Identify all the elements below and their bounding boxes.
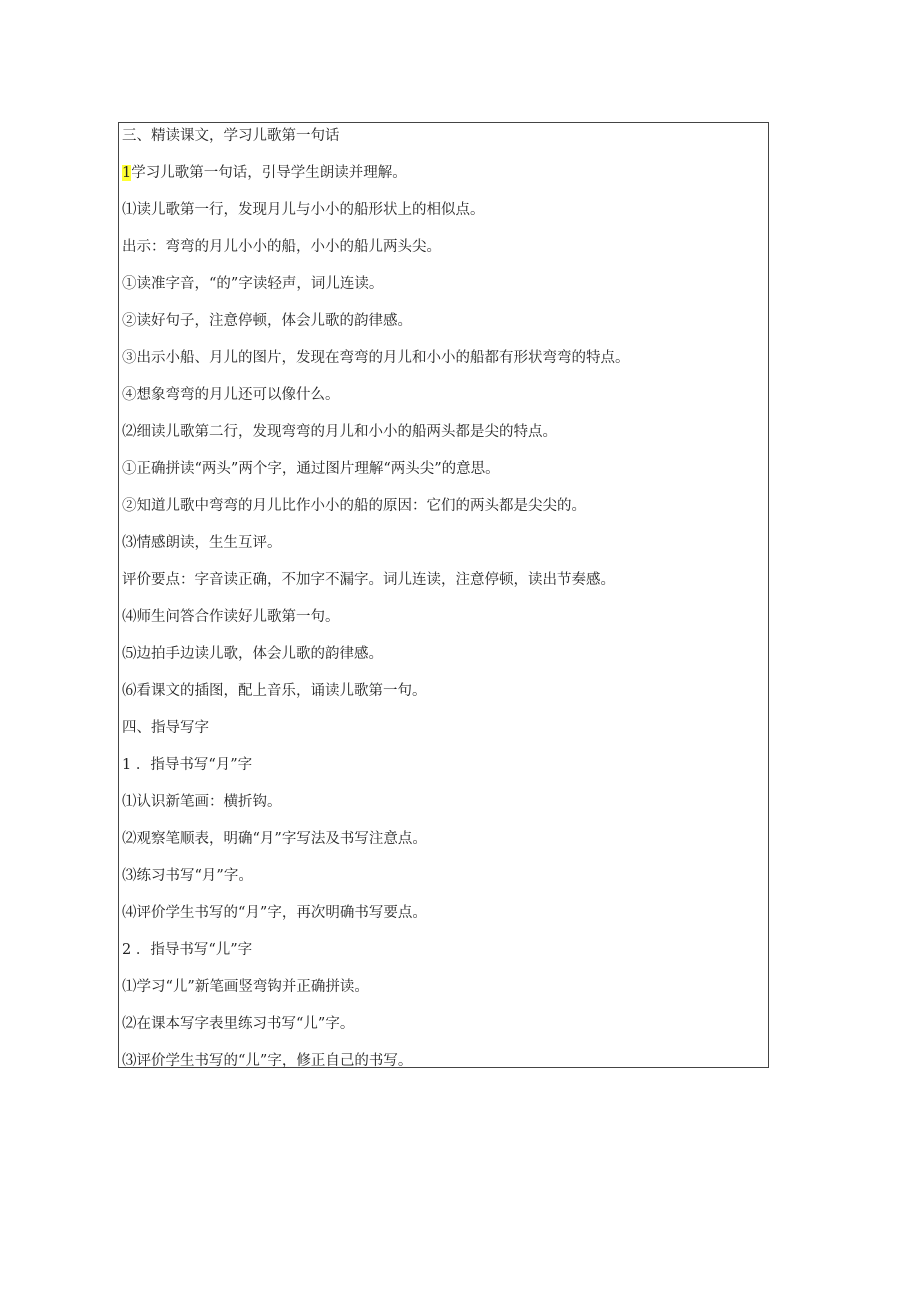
- line-18: 1 ．指导书写“月”字: [122, 757, 253, 773]
- line-5: ①读准字音，“的”字读轻声，词儿连读。: [122, 276, 384, 292]
- line-19: ⑴认识新笔画：横折钩。: [122, 794, 282, 810]
- lesson-plan-box: [118, 122, 769, 1068]
- line-4: 出示：弯弯的月儿小小的船，小小的船儿两头尖。: [122, 239, 441, 255]
- line-21: ⑶练习书写“月”字。: [122, 868, 253, 884]
- line-11: ②知道儿歌中弯弯的月儿比作小小的船的原因：它们的两头都是尖尖的。: [122, 498, 586, 514]
- line-2: 1学习儿歌第一句话，引导学生朗读并理解。: [122, 165, 407, 181]
- line-10: ①正确拼读“两头”两个字，通过图片理解“两头尖”的意思。: [122, 461, 500, 477]
- line-1: 三、精读课文，学习儿歌第一句话: [122, 128, 340, 144]
- line-25: ⑵在课本写字表里练习书写“儿”字。: [122, 1016, 355, 1032]
- line-6: ②读好句子，注意停顿，体会儿歌的韵律感。: [122, 313, 412, 329]
- line-8: ④想象弯弯的月儿还可以像什么。: [122, 387, 340, 403]
- line-22: ⑷评价学生书写的“月”字，再次明确书写要点。: [122, 905, 427, 921]
- highlighted-number: 1: [122, 165, 132, 181]
- line-20: ⑵观察笔顺表，明确“月”字写法及书写注意点。: [122, 831, 427, 847]
- line-26: ⑶评价学生书写的“儿”字，修正自己的书写。: [122, 1053, 413, 1069]
- line-3: ⑴读儿歌第一行，发现月儿与小小的船形状上的相似点。: [122, 202, 485, 218]
- line-13: 评价要点：字音读正确，不加字不漏字。词儿连读，注意停顿，读出节奏感。: [122, 572, 615, 588]
- line-9: ⑵细读儿歌第二行，发现弯弯的月儿和小小的船两头都是尖的特点。: [122, 424, 557, 440]
- line-7: ③出示小船、月儿的图片，发现在弯弯的月儿和小小的船都有形状弯弯的特点。: [122, 350, 630, 366]
- line-17: 四、指导写字: [122, 720, 209, 736]
- line-24: ⑴学习“儿”新笔画竖弯钩并正确拼读。: [122, 979, 369, 995]
- line-14: ⑷师生问答合作读好儿歌第一句。: [122, 609, 340, 625]
- line-16: ⑹看课文的插图，配上音乐，诵读儿歌第一句。: [122, 683, 427, 699]
- line-12: ⑶情感朗读，生生互评。: [122, 535, 282, 551]
- line-15: ⑸边拍手边读儿歌，体会儿歌的韵律感。: [122, 646, 383, 662]
- line-23: 2 ．指导书写“儿”字: [122, 942, 253, 958]
